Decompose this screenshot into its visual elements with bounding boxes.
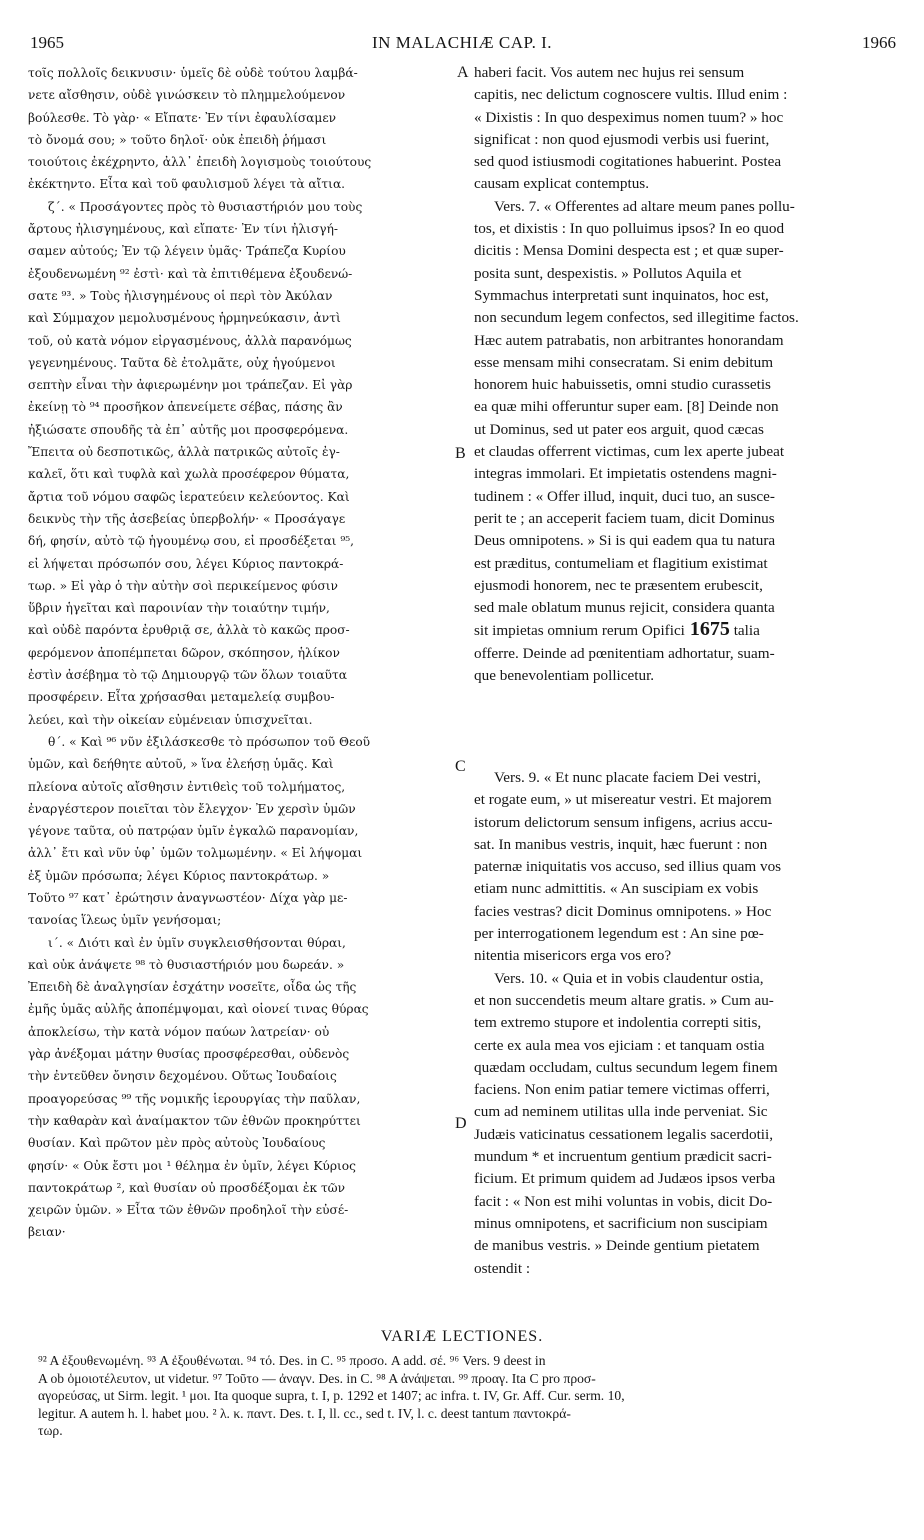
latin-text-line: que benevolentiam pollicetur. [474, 667, 655, 685]
greek-text-line: δεικνὺς τὴν τῆς ἀσεβείας ὑπερβολήν· « Προσάγαγε [28, 511, 346, 526]
greek-text-line: σαμεν αὐτούς; Ἐν τῷ λέγειν ὑμᾶς· Τράπεζα Κυρίου [28, 244, 346, 259]
greek-text-line: ἐναργέστερον ποιεῖται τὸν ἔλεγχον· Ἐν χερσὶν ὑμῶν [28, 801, 356, 816]
margin-marker-d: D [455, 1115, 467, 1132]
greek-text-line: προσφέρειν. Εἶτα χρήσασθαι μεταμελείᾳ συμβου- [28, 690, 335, 705]
greek-text-line: ἀλλ᾽ ἔτι καὶ νῦν ὑφ᾽ ὑμῶν τολμωμένην. « Εἰ λήψομαι [28, 846, 363, 861]
latin-text-line: Symmachus interpretati sunt inquinatos, hoc est, [474, 286, 769, 304]
variant-reading-line: ⁹² A ἐξουθενωμένη. ⁹³ A ἐξουθένωται. ⁹⁴ τό. Des. in C. ⁹⁵ προσο. A add. σέ. ⁹⁶ Vers. 9 deest in [38, 1353, 546, 1368]
latin-text-line: tos, et dixistis : In quo polluimus ipsos? In eo quod [474, 220, 785, 238]
greek-text-line: ἀποκλείσω, τὴν κατὰ νόμον παύων λατρείαν· οὐ [28, 1024, 330, 1039]
latin-text-line: paternæ iniquitatis vos accuso, sed illius quam vos [474, 858, 782, 876]
latin-text-line: Vers. 9. « Et nunc placate faciem Dei vestri, [494, 769, 761, 786]
greek-text-line: καὶ Σύμμαχον μεμολυσμένους ἡρμηνεύκασιν, ἀντὶ [28, 311, 341, 326]
greek-text-line: ἄρτους ἠλισγημένους, καὶ εἴπατε· Ἐν τίνι ἠλισγή- [28, 222, 338, 237]
latin-text-line: haberi facit. Vos autem nec hujus rei sensum [474, 64, 745, 81]
latin-column-lower [474, 767, 892, 1280]
latin-text-line: tem extremo stupore et indolentia correpti sitis, [474, 1014, 762, 1032]
latin-text-line: significat : non quod ejusmodi verbis usi fuerint, [474, 130, 770, 148]
latin-text-line: cum ad neminem utilitas ulla inde perveniat. Sic [474, 1103, 768, 1121]
greek-text-line: χειρῶν ὑμῶν. » Εἶτα τῶν ἐθνῶν προδηλοῖ τὴν εὐσέ- [28, 1203, 349, 1218]
column-reference-number: 1675 [684, 619, 730, 641]
greek-text-line: ζ΄. « Προσάγοντες πρὸς τὸ θυσιαστήριόν μου τοὺς [48, 199, 363, 214]
greek-text-line: ι΄. « Διότι καὶ ἐν ὑμῖν συγκλεισθήσονται θύραι, [48, 935, 346, 950]
greek-text-line: Ἐπειδὴ δὲ ἀναλγησίαν ἐσχάτην νοσεῖτε, οἶδα ὡς τῆς [28, 980, 357, 995]
latin-text-line: esse mensam mihi consecratam. Si enim debitum [474, 353, 774, 371]
greek-text-line: φησίν· « Οὐκ ἔστι μοι ¹ θέλημα ἐν ὑμῖν, λέγει Κύριος [28, 1158, 356, 1173]
latin-text-line: et claudas offerrent victimas, cum lex aperte jubeat [474, 443, 785, 461]
variant-reading-line: αγορεύσας, ut Sirm. legit. ¹ μοι. Ita quoque supra, t. I, p. 1292 et 1407; ac infra. t. IV, Gr. Aff. Cur. serm. 10, [38, 1388, 625, 1403]
latin-text-line: et rogate eum, » ut misereatur vestri. Et majorem [474, 791, 772, 809]
latin-text-line: Vers. 10. « Quia et in vobis claudentur ostia, [494, 969, 764, 987]
greek-text-line: νετε αἴσθησιν, οὐδὲ γινώσκειν τὸ πλημμελούμενον [28, 88, 346, 103]
latin-text-line: ficium. Et primum quidem ad Judæos ipsos verba [474, 1170, 776, 1188]
greek-text-line: τὴν ἐντεῦθεν ὄνησιν δεχομένου. Οὕτως Ἰουδαίοις [28, 1069, 337, 1084]
latin-text-line: quædam occludam, cultus secundum legem finem [474, 1058, 778, 1076]
greek-text-line: τὸ ὄνομά σου; » τοῦτο δηλοῖ· οὐκ ἐπειδὴ ῥήμασι [28, 132, 327, 147]
greek-text-line: θ΄. « Καὶ ⁹⁶ νῦν ἐξιλάσκεσθε τὸ πρόσωπον τοῦ Θεοῦ [48, 734, 371, 749]
variant-reading-line: A ob ὁμοιοτέλευτον, ut videtur. ⁹⁷ Τοῦτο — ἀναγν. Des. in C. ⁹⁸ A ἀνάψεται. ⁹⁹ προαγ. Ita C pro προσ- [38, 1370, 596, 1386]
greek-text-line: προαγορεύσας ⁹⁹ τῆς νομικῆς ἱερουργίας τὴν παῦλαν, [28, 1091, 361, 1106]
greek-text-line: ὕβριν ἡγεῖται καὶ παροινίαν τὴν τοιαύτην τιμήν, [28, 601, 330, 616]
latin-text-line: ejusmodi honorem, nec te præsentem erubescit, [474, 576, 763, 594]
latin-text-line: et non succendetis meum altare gratis. » Cum au- [474, 991, 774, 1009]
greek-text-line: λεύει, καὶ τὴν οἰκείαν εὐμένειαν ὑπισχνεῖται. [28, 712, 313, 727]
latin-text-line: dicitis : Mensa Domini despecta est ; et quæ super- [474, 242, 784, 260]
latin-text-line: causam explicat contemptus. [474, 175, 650, 193]
latin-text-line: ea quæ mihi offeruntur super eam. [8] Deinde non [474, 398, 779, 416]
greek-text-line: τοῖς πολλοῖς δεικνυσιν· ὑμεῖς δὲ οὐδὲ τούτου λαμβά- [28, 66, 358, 80]
variant-reading-line: legitur. A autem h. l. habet μου. ² λ. κ. παντ. Des. t. I, ll. cc., sed t. IV, l. c. deest tantum παντοκρά- [38, 1405, 571, 1421]
latin-text-fragment: talia [729, 622, 760, 640]
latin-text-line: etiam nunc admittitis. « An suscipiam ex vobis [474, 880, 759, 898]
variant-reading-line: τωρ. [38, 1423, 63, 1438]
latin-text-line: minus omnipotens, et sacrificium non suscipiam [474, 1214, 768, 1232]
greek-text-line: πλείονα αὐτοῖς αἴσθησιν ἐντιθεὶς τοῦ τολμήματος, [28, 779, 346, 794]
latin-text-line: sit impietas omnium rerum Opifici 1675 talia [474, 619, 760, 641]
greek-text-line: ἐξ ὑμῶν πρόσωπα; λέγει Κύριος παντοκράτωρ. » [28, 868, 330, 883]
greek-text-line: σεπτὴν εἶναι τὴν ἀφιερωμένην μοι τράπεζαν. Εἰ γὰρ [28, 378, 353, 393]
greek-text-line: δή, φησίν, αὐτὸ τῷ ἡγουμένῳ σου, εἰ προσδέξεται ⁹⁵, [28, 534, 354, 549]
latin-text-line: mundum * et incruentum gentium prædicit sacri- [474, 1148, 772, 1166]
greek-text-line: τὴν καθαρὰν καὶ ἀναίμακτον τῶν ἐθνῶν προκηρύττει [28, 1113, 361, 1128]
greek-text-line: γέγονε ταῦτα, οὐ πατρῴαν ὑμῖν ἐγκαλῶ παρανομίαν, [28, 824, 359, 839]
variae-lectiones-title: VARIÆ LECTIONES. [380, 1328, 544, 1345]
latin-text-line: tudinem : « Offer illud, inquit, duci tuo, an susce- [474, 487, 775, 505]
latin-text-line: sat. In manibus vestris, inquit, hæc fuerunt : non [474, 835, 768, 853]
latin-text-line: posita sunt, despexistis. » Pollutos Aquila et [474, 264, 742, 282]
latin-text-line: integras immolari. Et impietatis ostendens magni- [474, 465, 777, 483]
latin-text-line: perit te ; an acceperit faciem tuam, dicit Dominus [474, 509, 775, 527]
latin-text-line: honorem huic habuissetis, omni studio curassetis [474, 376, 771, 394]
latin-text-line: istorum delictorum sensum infigens, acrius accu- [474, 813, 773, 831]
margin-marker-b: B [455, 445, 466, 462]
latin-text-line: faciens. Non enim patiar temere victimas offerri, [474, 1081, 770, 1099]
latin-text-line: ut Dominus, sed ut pater eos arguit, quod cæcas [474, 420, 764, 438]
latin-text-line: certe ex aula mea vos ejiciam : et tanquam ostia [474, 1036, 765, 1054]
greek-text-line: ἠξιώσατε σπουδῆς τὰ ἐπ᾽ αὐτῆς μοι προσφερόμενα. [28, 422, 349, 437]
column-number-left: 1965 [30, 33, 64, 52]
latin-text-line: « Dixistis : In quo despeximus nomen tuum? » hoc [474, 108, 784, 126]
greek-text-line: τανοίας ἵλεως ὑμῖν γενήσομαι; [28, 913, 222, 928]
greek-text-line: θυσίαν. Καὶ πρῶτον μὲν πρὸς αὐτοὺς Ἰουδαίους [28, 1136, 326, 1151]
latin-text-line: Deus omnipotens. » Si is qui eadem qua tu natura [474, 532, 776, 550]
greek-text-line: Τοῦτο ⁹⁷ κατ᾽ ἐρώτησιν ἀναγνωστέον· Δίχα γὰρ με- [28, 890, 348, 905]
latin-text-line: Vers. 7. « Offerentes ad altare meum panes pollu- [494, 197, 795, 215]
greek-text-line: εἰ λήψεται πρόσωπόν σου, λέγει Κύριος παντοκρά- [28, 556, 344, 571]
latin-text-line: offerre. Deinde ad pœnitentiam adhortatur, suam- [474, 644, 775, 662]
greek-text-line: ἐξουδενωμένη ⁹² ἐστὶ· καὶ τὰ ἐπιτιθέμενα ἐξουδενώ- [28, 266, 353, 281]
latin-text-line: non secundum legem confectos, sed illegitime factos. [474, 309, 799, 327]
latin-text-line: Judæis vaticinatus cessationem legalis sacerdotii, [474, 1125, 774, 1143]
margin-marker-a: A [457, 64, 469, 81]
column-number-right: 1966 [862, 33, 896, 52]
greek-text-line: ἐκείνῃ τὸ ⁹⁴ προσῆκον ἀπενείμετε σέβας, πάσης ἂν [28, 400, 343, 415]
greek-text-line: ἐστὶν ἀσέβημα τὸ τῷ Δημιουργῷ τῶν ὅλων τοιαῦτα [28, 668, 347, 683]
greek-column [28, 62, 454, 1244]
greek-text-line: φερόμενον ἀποπέμπεται δῶρον, σκόπησον, ἡλίκον [28, 645, 340, 660]
margin-marker-c: C [455, 758, 466, 775]
greek-text-line: σατε ⁹³. » Τοὺς ἠλισγημένους οἱ περὶ τὸν Ἀκύλαν [28, 288, 333, 303]
greek-text-line: ἐκέκτηντο. Εἶτα καὶ τοῦ φαυλισμοῦ λέγει τὰ αἴτια. [28, 177, 346, 192]
latin-text-line: de manibus vestris. » Deinde gentium pietatem [474, 1237, 760, 1255]
latin-text-line: sed quod istiusmodi cogitationes habuerint. Postea [474, 153, 782, 171]
greek-text-line: βειαν· [28, 1225, 66, 1240]
greek-text-line: καὶ οὐδὲ παρόντα ἐρυθριᾷ σε, ἀλλὰ τὸ κακῶς προσ- [28, 623, 350, 638]
latin-text-line: facies vestras? dicit Dominus omnipotens. » Hoc [474, 902, 772, 920]
latin-text-line: capitis, nec delictum cognoscere vultis. Illud enim : [474, 86, 788, 104]
latin-text-line: facit : « Non est mihi voluntas in vobis, dicit Do- [474, 1192, 773, 1210]
greek-text-line: Ἔπειτα οὐ δεσποτικῶς, ἀλλὰ πατρικῶς αὐτοῖς ἐγ- [28, 445, 340, 460]
greek-text-line: ἄρτια τοῦ νόμου σαφῶς ἱερατεύειν κελεύοντος. Καὶ [28, 489, 350, 504]
greek-text-line: ἐμῆς ὑμᾶς αὐλῆς ἀποπέμψομαι, καὶ οἱονεί τινας θύρας [28, 1002, 369, 1017]
greek-text-line: παντοκράτωρ ², καὶ θυσίαν οὐ προσδέξομαι ἐκ τῶν [28, 1180, 346, 1195]
latin-column-upper [474, 62, 892, 687]
greek-text-line: καλεῖ, ὅτι καὶ τυφλὰ καὶ χωλὰ προσέφερον θύματα, [28, 467, 350, 482]
latin-text-line: per interrogationem legendum est : An sine pœ- [474, 925, 764, 943]
greek-text-line: ὑμῶν, καὶ δεήθητε αὐτοῦ, » ἵνα ἐλεήσῃ ὑμᾶς. Καὶ [28, 757, 334, 772]
greek-text-line: τοῦ, οὐ κατὰ νόμον εἰργασμένους, ἀλλὰ παρανόμως [28, 333, 352, 348]
greek-text-line: γεγενημένους. Ταῦτα δὲ ἐτολμᾶτε, οὐχ ἡγούμενοι [28, 355, 336, 370]
latin-text-line: nitentia misericors erga vos ero? [474, 947, 672, 965]
latin-text-line: sed male oblatum munus rejicit, considera quanta [474, 599, 775, 617]
greek-text-line: καὶ οὐκ ἀνάψετε ⁹⁸ τὸ θυσιαστήριόν μου δωρεάν. » [28, 957, 345, 972]
running-title: IN MALACHIÆ CAP. I. [372, 33, 552, 52]
latin-text-line: ostendit : [474, 1259, 531, 1277]
greek-text-line: τοιούτοις ἐκέχρηντο, ἀλλ᾽ ἐπειδὴ λογισμοὺς τοιούτους [28, 155, 372, 170]
greek-text-line: βούλεσθε. Τὸ γὰρ· « Εἴπατε· Ἐν τίνι ἐφαυλίσαμεν [28, 110, 337, 125]
latin-text-line: est præditus, contumeliam et flagitium existimat [474, 554, 768, 572]
greek-text-line: τωρ. » Εἰ γὰρ ὁ τὴν αὐτὴν σοὶ περικείμενος φύσιν [28, 578, 338, 593]
greek-text-line: γὰρ ἀνέξομαι μάτην θυσίας προσφέρεσθαι, οὐδενὸς [28, 1047, 350, 1062]
variae-lectiones-notes [38, 1352, 890, 1440]
latin-text-line: Hæc autem patrabatis, non arbitrantes honorandam [474, 331, 784, 349]
